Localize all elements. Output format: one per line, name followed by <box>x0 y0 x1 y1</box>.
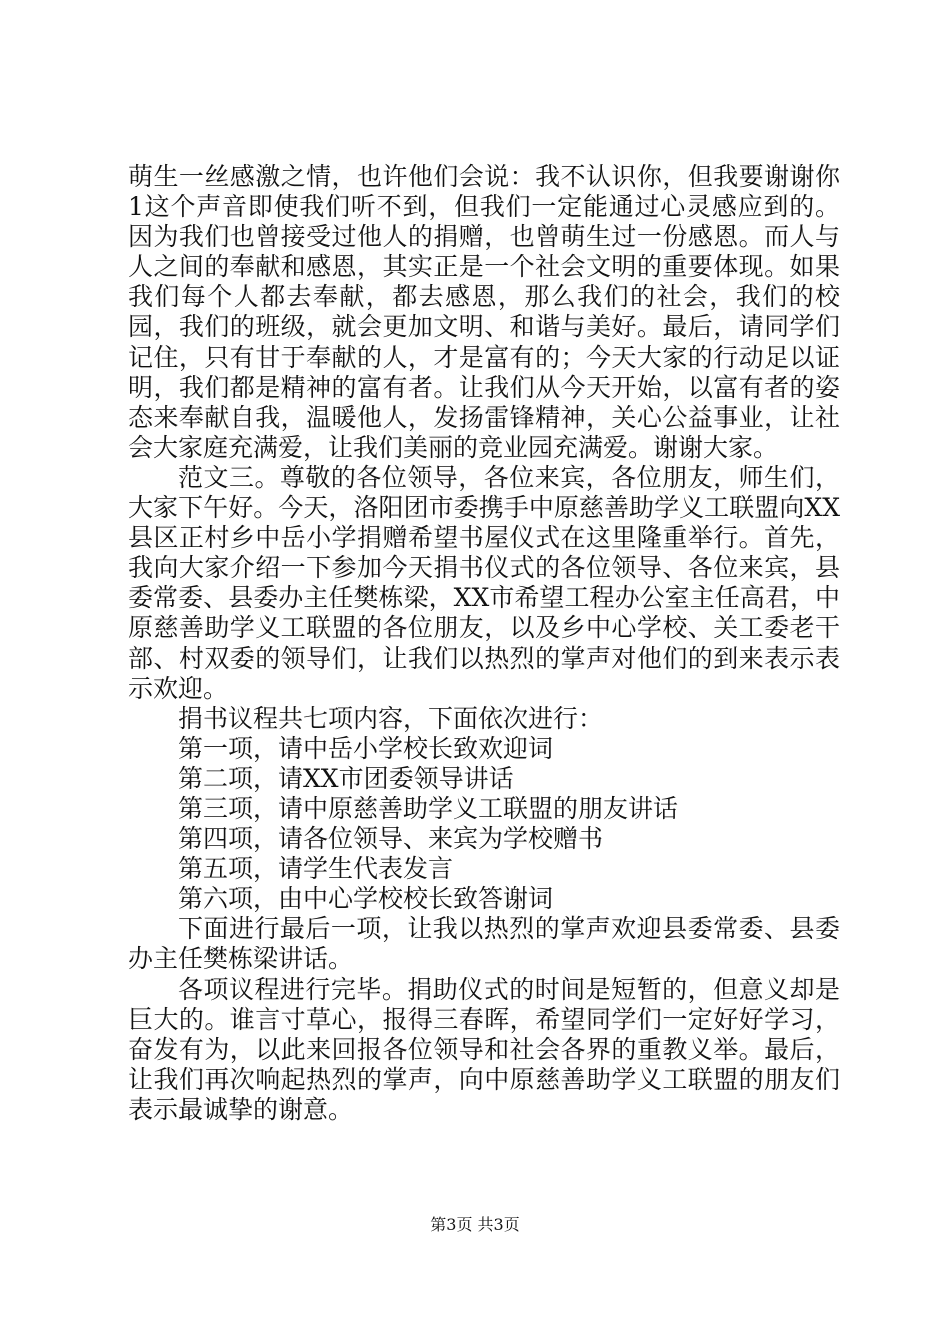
paragraph-continuation: 萌生一丝感激之情，也许他们会说：我不认识你，但我要谢谢你1这个声音即使我们听不到，但我们一定能通过心灵感应到的。因为我们也曾接受过他人的捐赠，也曾萌生过一份感恩。而人与人之间的奉献和感恩，其实正是一个社会文明的重要体现。如果我们每个人都去奉献，都去感恩，那么我们的社会，我们的校园，我们的班级，就会更加文明、和谐与美好。最后，请同学们记住，只有甘于奉献的人，才是富有的；今天大家的行动足以证明，我们都是精神的富有者。让我们从今天开始，以富有者的姿态来奉献自我，温暖他人，发扬雷锋精神，关心公益事业，让社会大家庭充满爱，让我们美丽的竞业园充满爱。谢谢大家。 <box>128 162 840 462</box>
agenda-item: 第四项，请各位领导、来宾为学校赠书 <box>178 824 604 854</box>
agenda-list <box>128 734 840 915</box>
paragraph-conclusion: 各项议程进行完毕。捐助仪式的时间是短暂的，但意义却是巨大的。谁言寸草心，报得三春晖，希望同学们一定好好学习，奋发有为，以此来回报各位领导和社会各界的重教义举。最后，让我们再次响起热烈的掌声，向中原慈善助学义工联盟的朋友们表示最诚挚的谢意。 <box>128 974 840 1124</box>
paragraph-sample-three: 范文三。尊敬的各位领导，各位来宾，各位朋友，师生们，大家下午好。今天，洛阳团市委携手中原慈善助学义工联盟向XX县区正村乡中岳小学捐赠希望书屋仪式在这里隆重举行。首先，我向大家介绍一下参加今天捐书仪式的各位领导、各位来宾，县委常委、县委办主任樊栋梁，XX市希望工程办公室主任高君，中原慈善助学义工联盟的各位朋友，以及乡中心学校、关工委老干部、村双委的领导们，让我们以热烈的掌声对他们的到来表示表示欢迎。 <box>128 462 840 703</box>
agenda-item: 第五项，请学生代表发言 <box>178 854 454 884</box>
paragraph-agenda-intro: 捐书议程共七项内容，下面依次进行： <box>178 703 604 733</box>
document-body <box>128 162 840 1125</box>
agenda-item: 第一项，请中岳小学校长致欢迎词 <box>178 733 554 763</box>
paragraph-final-item: 下面进行最后一项，让我以热烈的掌声欢迎县委常委、县委办主任樊栋梁讲话。 <box>128 914 840 974</box>
agenda-item: 第二项，请XX市团委领导讲话 <box>178 763 514 793</box>
page-number-footer: 第3页 共3页 <box>430 1215 520 1234</box>
agenda-item: 第三项，请中原慈善助学义工联盟的朋友讲话 <box>178 793 679 823</box>
agenda-item: 第六项，由中心学校校长致答谢词 <box>178 884 554 914</box>
